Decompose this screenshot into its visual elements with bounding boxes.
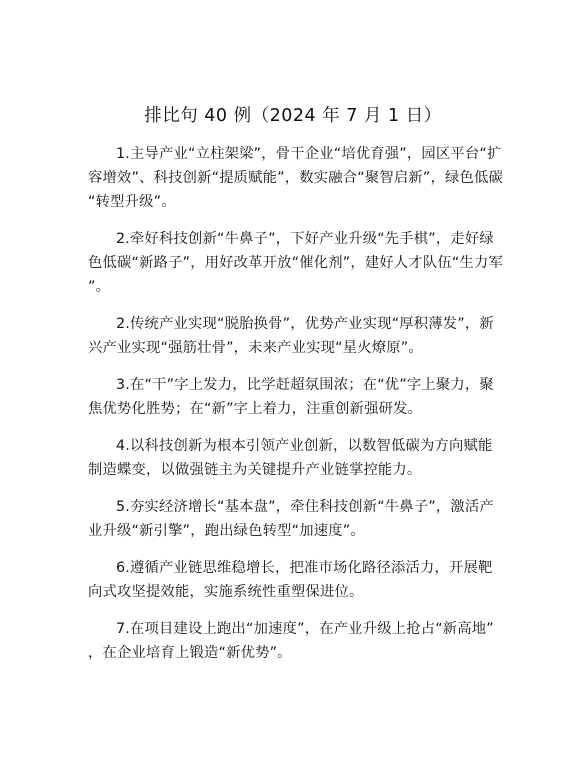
paragraph-2: 2.牵好科技创新“牛鼻子”，下好产业升级“先手棋”，走好绿色低碳“新路子”，用好改革开放“催化剂”，建好人才队伍“生力军”。: [88, 231, 503, 295]
paragraph-6: 5.夯实经济增长“基本盘”，牵住科技创新“牛鼻子”，激活产业升级“新引擎”，跑出绿色转型“加速度”。: [88, 499, 494, 539]
document-body: [88, 142, 504, 665]
paragraph-7: 6.遵循产业链思维稳增长，把准市场化路径添活力，开展靶向式攻坚提效能，实施系统性重塑保进位。: [88, 560, 493, 600]
document-title: 排比句 40 例（2024 年 7 月 1 日）: [144, 106, 442, 126]
paragraph-5: 4.以科技创新为根本引领产业创新，以数智低碳为方向赋能制造蝶变，以做强链主为关键提升产业链掌控能力。: [88, 438, 493, 478]
paragraph-8: 7.在项目建设上跑出“加速度”，在产业升级上抢占“新高地”，在企业培育上锻造“新优势”。: [88, 621, 494, 661]
paragraph-1: 1.主导产业“立柱架梁”，骨干企业“培优育强”，园区平台“扩容增效”、科技创新“提质赋能”，数实融合“聚智启新”，绿色低碳“转型升级”。: [88, 146, 503, 210]
paragraph-4: 3.在“干”字上发力，比学赶超氛围浓；在“优”字上聚力，聚焦优势化胜势；在“新”字上着力，注重创新强研发。: [88, 377, 494, 417]
paragraph-3: 2.传统产业实现“脱胎换骨”，优势产业实现“厚积薄发”，新兴产业实现“强筋壮骨”，未来产业实现“星火燎原”。: [88, 316, 494, 356]
